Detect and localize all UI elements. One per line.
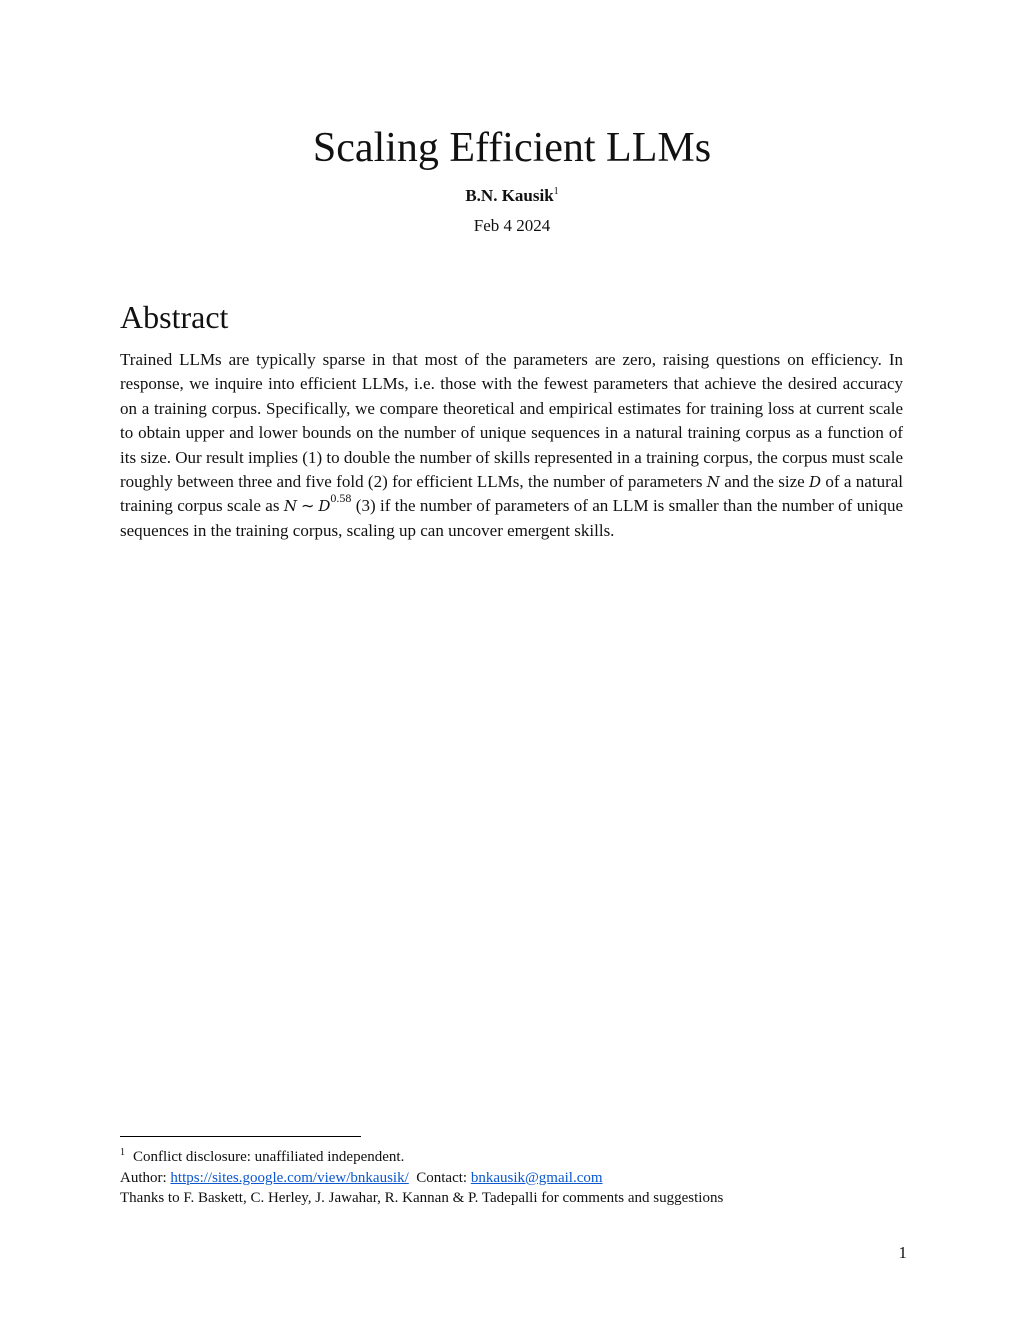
math-symbol-n-scaling: N — [283, 497, 297, 516]
footnote-disclosure-line — [120, 1147, 920, 1168]
math-symbol-d-scaling: D — [318, 497, 331, 516]
footnote-thanks: Thanks to F. Baskett, C. Herley, J. Jawahar, R. Kannan & P. Tadepalli for comments and suggestions — [120, 1190, 724, 1206]
abstract-heading: Abstract — [120, 299, 229, 335]
contact-label: Contact: — [408, 1169, 471, 1186]
abstract-text-2: and the size — [719, 472, 810, 492]
math-symbol-d: D — [809, 473, 822, 492]
author-name: B.N. Kausik — [465, 186, 554, 205]
paper-title: Scaling Efficient LLMs — [312, 125, 712, 171]
page-number: 1 — [898, 1243, 907, 1262]
math-symbol-n: N — [706, 473, 720, 492]
footnote-mark: 1 — [120, 1147, 125, 1158]
author-label: Author: — [120, 1169, 171, 1186]
author-line — [0, 184, 1024, 208]
abstract-text-4: (3) if the number of parameters of an LLM is smaller than the number of unique sequences in the training corpus, scaling up can uncover emergent skills. — [120, 496, 903, 540]
author-footnote-mark: 1 — [553, 186, 559, 197]
footnote-disclosure: Conflict disclosure: unaffiliated independent. — [133, 1149, 405, 1165]
math-exponent: 0.58 — [330, 491, 352, 506]
contact-email-link[interactable]: bnkausik@gmail.com — [470, 1169, 603, 1186]
footnote-block — [120, 1147, 920, 1209]
publication-date: Feb 4 2024 — [473, 216, 551, 235]
abstract-text-3: of a natural training corpus scale as — [120, 472, 904, 516]
footnote-divider — [120, 1136, 361, 1137]
math-tilde: ∼ — [300, 496, 315, 516]
author-website-link[interactable]: https://sites.google.com/view/bnkausik/ — [170, 1169, 409, 1186]
footnote-contact-line — [120, 1168, 920, 1189]
abstract-text-1: Trained LLMs are typically sparse in that most of the parameters are zero, raising questions on efficiency. In response, we inquire into efficient LLMs, i.e. those with the fewest parameters that achieve the desired accuracy on a training corpus. Specifically, we compare theoretical and empirical estimates for training loss at current scale to obtain upper and lower bounds on the number of unique sequences in a natural training corpus as a function of its size. Our result implies (1) to double the number of skills represented in a training corpus, the corpus must scale roughly between three and five fold (2) for efficient LLMs, the number of parameters — [120, 350, 903, 492]
abstract-paragraph — [120, 348, 903, 543]
